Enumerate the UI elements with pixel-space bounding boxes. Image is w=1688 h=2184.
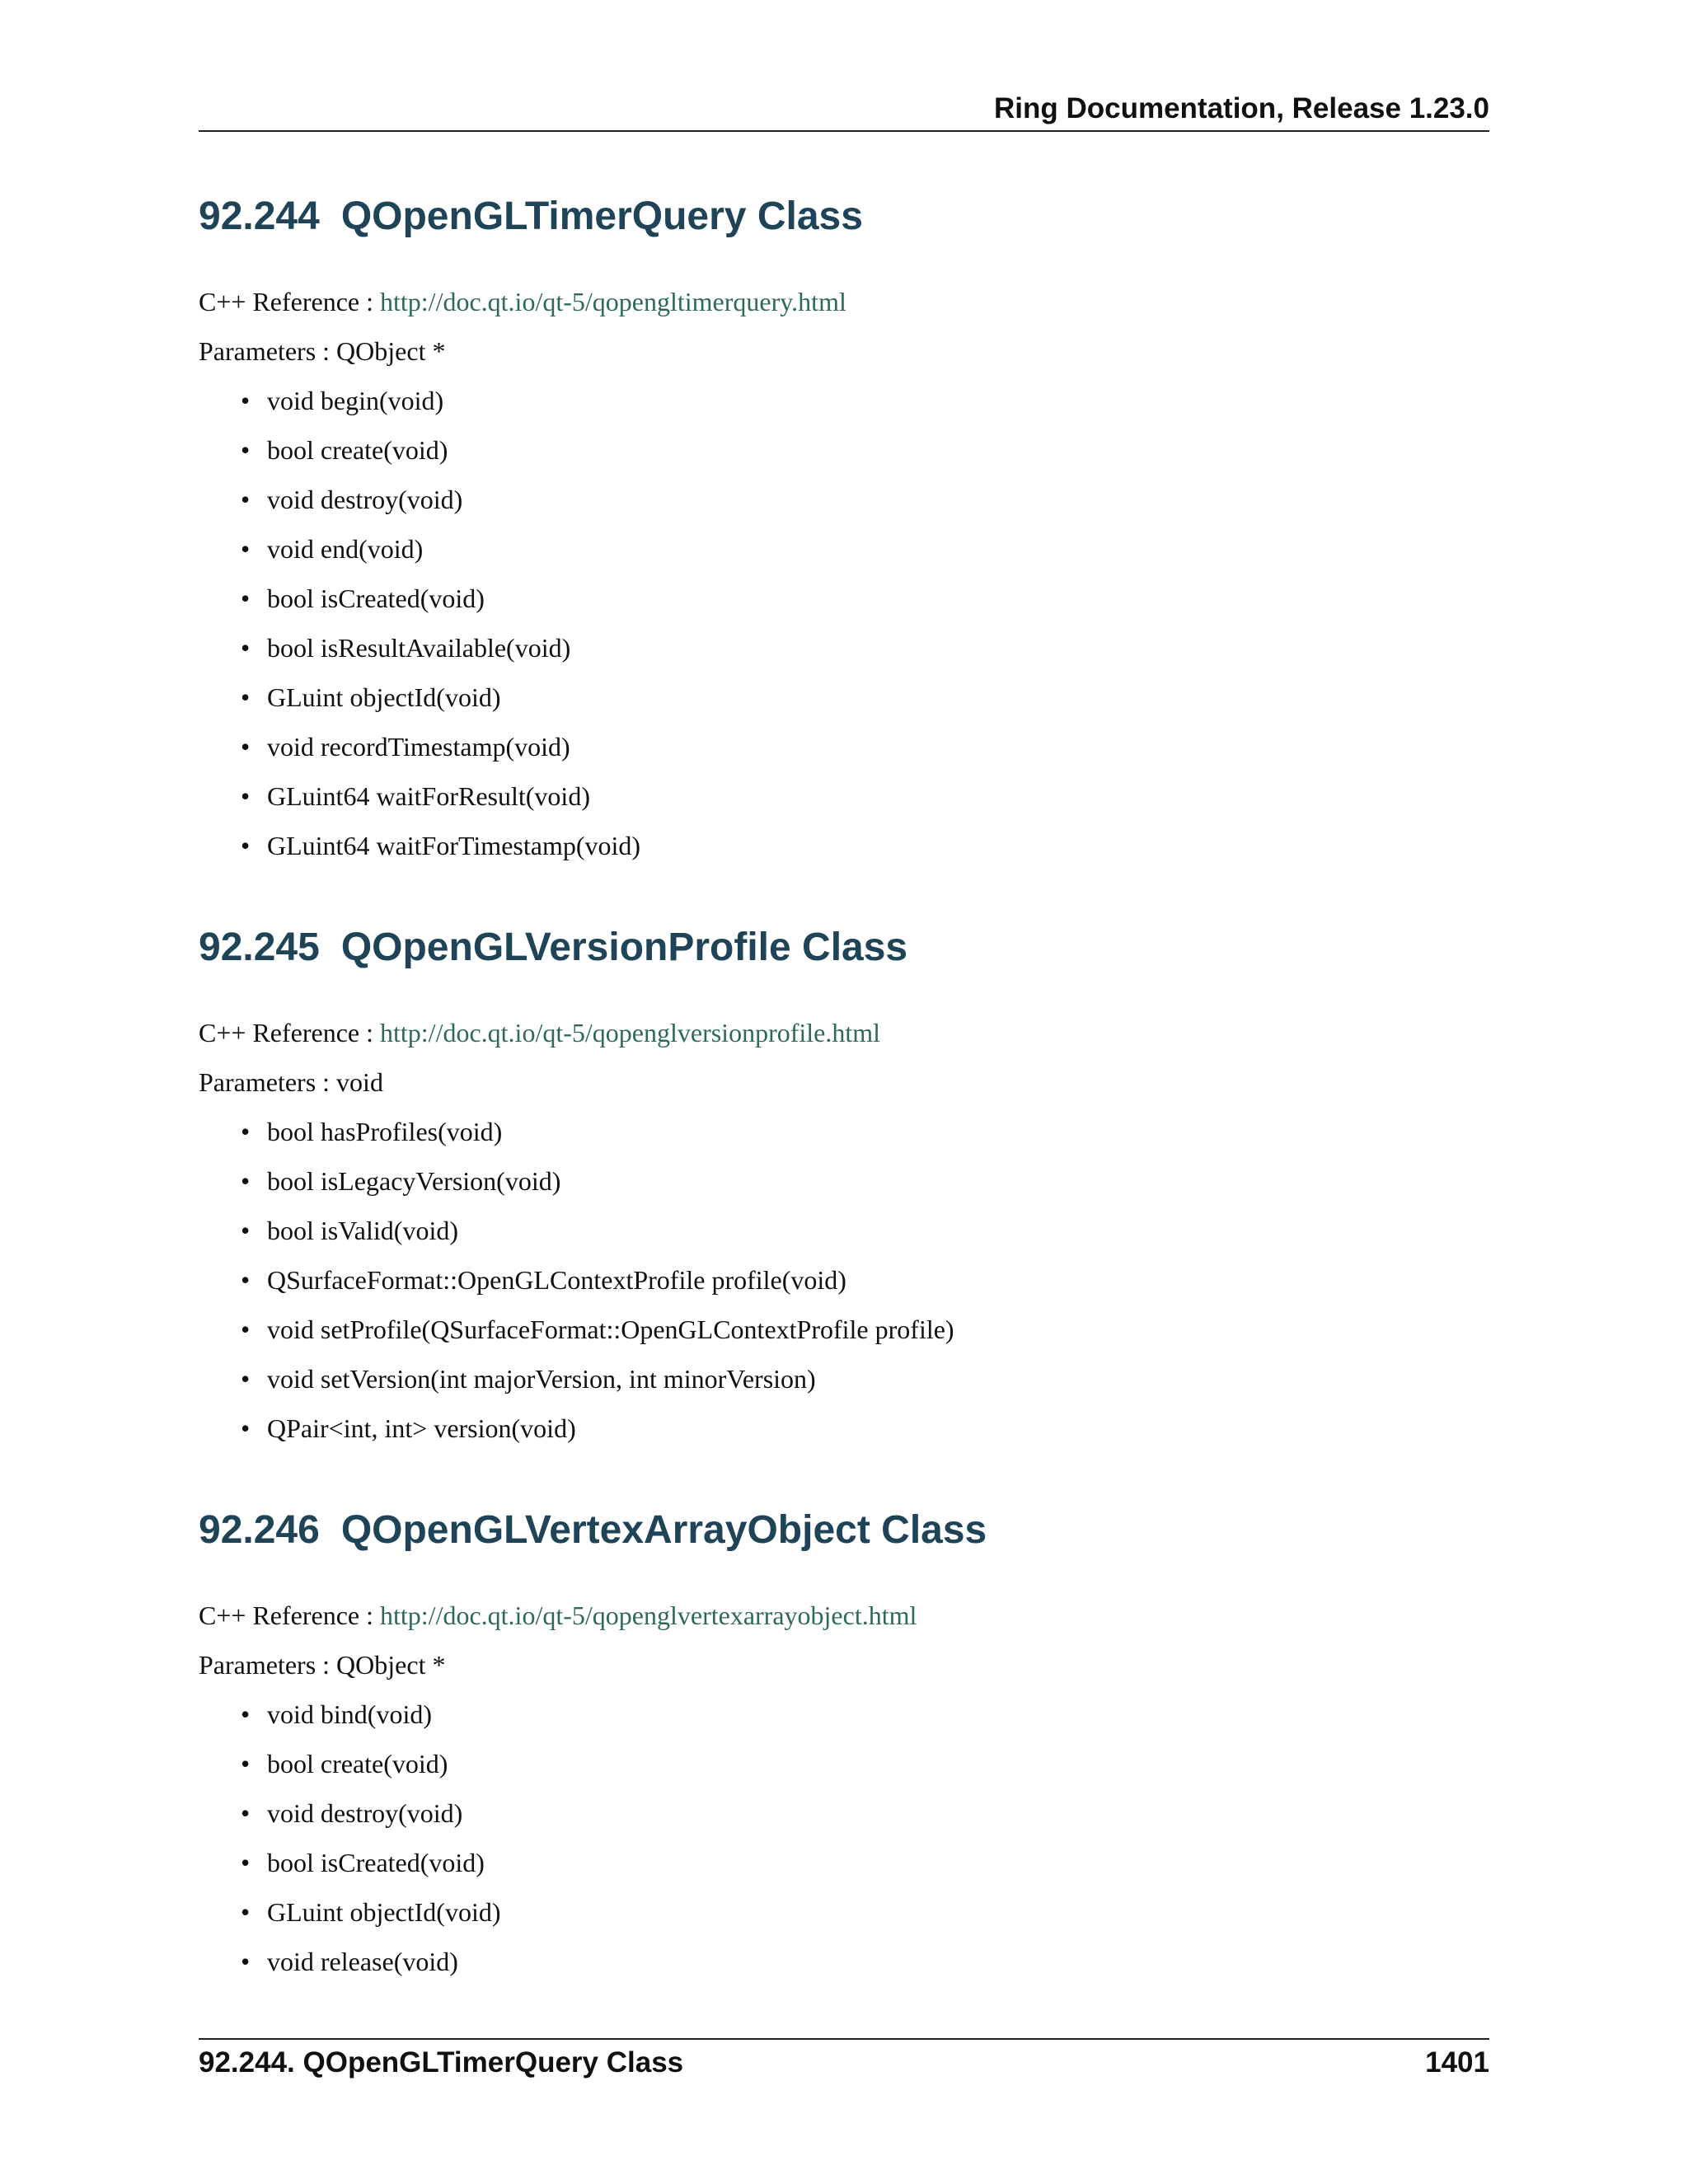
- method-item: • bool isLegacyVersion(void): [267, 1165, 560, 1197]
- parameters-line: [199, 1648, 445, 1681]
- parameters-label: Parameters :: [199, 1067, 331, 1097]
- method-item: • bool isCreated(void): [267, 1846, 485, 1879]
- section-title: QOpenGLTimerQuery Class: [340, 194, 863, 238]
- method-item: • void begin(void): [267, 384, 443, 417]
- reference-label: C++ Reference :: [199, 1018, 373, 1047]
- method-item: • void destroy(void): [267, 483, 462, 516]
- section-qopengltimerquery: [199, 192, 1489, 860]
- method-item: • bool hasProfiles(void): [267, 1115, 502, 1148]
- method-item: • bool create(void): [267, 434, 448, 466]
- footer-rule: [199, 2038, 1489, 2040]
- method-item: • void end(void): [267, 532, 423, 565]
- method-item: • GLuint objectId(void): [267, 1896, 500, 1929]
- method-item: • void destroy(void): [267, 1797, 462, 1830]
- running-header: Ring Documentation, Release 1.23.0: [993, 92, 1489, 124]
- section-qopenglversionprofile: [199, 923, 1489, 1443]
- parameters-value: QObject *: [336, 1650, 446, 1680]
- reference-label: C++ Reference :: [199, 1601, 373, 1630]
- method-item: • void recordTimestamp(void): [267, 730, 570, 763]
- section-heading: [199, 1506, 1489, 1555]
- reference-link[interactable]: http://doc.qt.io/qt-5/qopengltimerquery.html: [380, 287, 846, 316]
- method-item: • GLuint objectId(void): [267, 681, 500, 714]
- footer-section-title: 92.244. QOpenGLTimerQuery Class: [199, 2046, 684, 2079]
- page-number: 1401: [1425, 2046, 1489, 2079]
- parameters-line: [199, 1066, 383, 1099]
- parameters-value: QObject *: [336, 336, 446, 366]
- method-item: • void setProfile(QSurfaceFormat::OpenGLContextProfile profile): [267, 1313, 954, 1346]
- method-item: • bool create(void): [267, 1747, 448, 1780]
- section-title: QOpenGLVertexArrayObject Class: [340, 1508, 987, 1552]
- method-item: • GLuint64 waitForResult(void): [267, 780, 590, 813]
- parameters-label: Parameters :: [199, 1650, 331, 1680]
- parameters-value: void: [336, 1067, 383, 1097]
- cpp-reference-line: [199, 1599, 917, 1632]
- section-number: 92.244: [199, 194, 320, 238]
- header-rule: [199, 130, 1489, 132]
- page-footer: [199, 2042, 1489, 2083]
- method-item: • GLuint64 waitForTimestamp(void): [267, 829, 640, 862]
- reference-link[interactable]: http://doc.qt.io/qt-5/qopenglvertexarrayobject.html: [380, 1601, 917, 1630]
- method-item: • bool isValid(void): [267, 1214, 458, 1247]
- reference-label: C++ Reference :: [199, 287, 373, 316]
- method-item: • void bind(void): [267, 1698, 432, 1731]
- section-number: 92.245: [199, 926, 320, 969]
- section-title: QOpenGLVersionProfile Class: [340, 926, 908, 969]
- cpp-reference-line: [199, 285, 846, 318]
- method-item: • bool isCreated(void): [267, 582, 485, 615]
- reference-link[interactable]: http://doc.qt.io/qt-5/qopenglversionprofile.html: [380, 1018, 881, 1047]
- parameters-line: [199, 335, 445, 368]
- method-item: • void release(void): [267, 1945, 458, 1978]
- method-item: • QPair<int, int> version(void): [267, 1412, 576, 1445]
- method-item: • bool isResultAvailable(void): [267, 631, 570, 664]
- cpp-reference-line: [199, 1016, 880, 1049]
- section-heading: [199, 923, 1489, 972]
- parameters-label: Parameters :: [199, 336, 331, 366]
- section-number: 92.246: [199, 1508, 320, 1552]
- section-heading: [199, 192, 1489, 241]
- method-item: • QSurfaceFormat::OpenGLContextProfile profile(void): [267, 1263, 846, 1296]
- method-item: • void setVersion(int majorVersion, int minorVersion): [267, 1362, 816, 1395]
- section-qopenglvertexarrayobject: [199, 1506, 1489, 1976]
